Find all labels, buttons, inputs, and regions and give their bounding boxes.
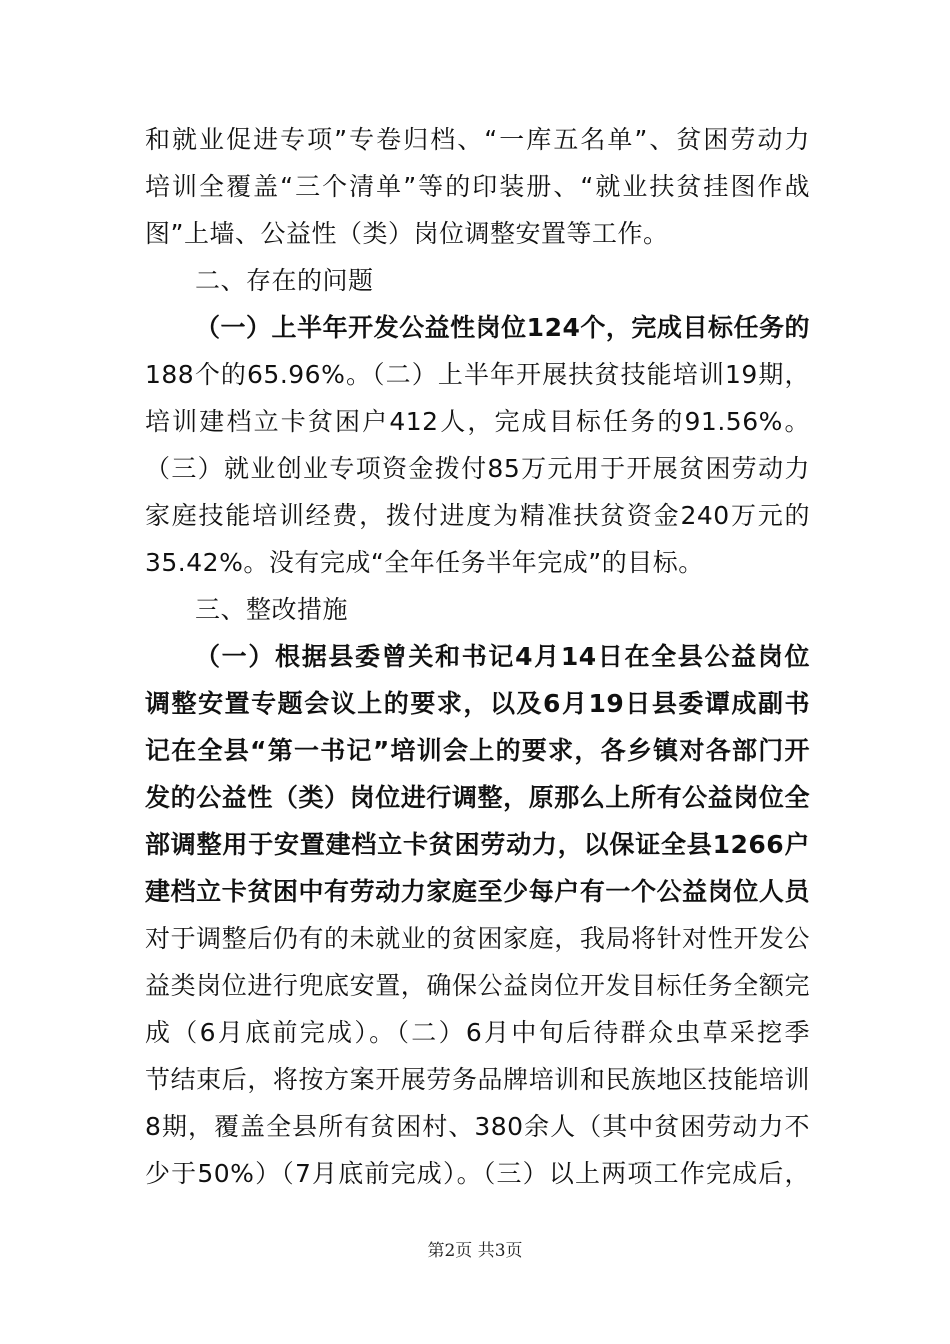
text-line: 8期，覆盖全县所有贫困村、380余人（其中贫困劳动力不 [145,1112,810,1141]
text-line: 调整安置专题会议上的要求，以及6月19日县委谭成副书 [145,689,810,718]
section-heading: 二、存在的问题 [195,266,374,295]
text-line: 培训建档立卡贫困户412人，完成目标任务的91.56%。 [145,407,810,436]
text-line: 成（6月底前完成）。（二）6月中旬后待群众虫草采挖季 [145,1018,810,1047]
text-line: 部调整用于安置建档立卡贫困劳动力，以保证全县1266户 [145,830,810,859]
text-line: 家庭技能培训经费，拨付进度为精准扶贫资金240万元的 [145,501,810,530]
text-line: 益类岗位进行兜底安置，确保公益岗位开发目标任务全额完 [145,971,810,1000]
text-line: 建档立卡贫困中有劳动力家庭至少每户有一个公益岗位人员 [145,877,810,906]
page-footer: 第2页 共3页 [427,1241,523,1261]
text-line: 培训全覆盖“三个清单”等的印装册、“就业扶贫挂图作战 [145,172,810,201]
text-line: 节结束后，将按方案开展劳务品牌培训和民族地区技能培训 [145,1065,810,1094]
text-line: 188个的65.96%。（二）上半年开展扶贫技能培训19期， [145,360,810,389]
text-line: （一）上半年开发公益性岗位124个，完成目标任务的 [195,313,810,342]
text-line: 少于50%）（7月底前完成）。（三）以上两项工作完成后， [145,1159,810,1188]
section-heading: 三、整改措施 [195,595,349,624]
text-line: 发的公益性（类）岗位进行调整，原那么上所有公益岗位全 [145,783,810,812]
text-line: 和就业促进专项”专卷归档、“一库五名单”、贫困劳动力 [145,125,810,154]
text-line: 35.42%。没有完成“全年任务半年完成”的目标。 [145,548,704,577]
text-line: （三）就业创业专项资金拨付85万元用于开展贫困劳动力 [145,454,810,483]
text-line: 记在全县“第一书记”培训会上的要求，各乡镇对各部门开 [145,736,810,765]
text-line: （一）根据县委曾关和书记4月14日在全县公益岗位 [195,642,810,671]
text-line: 对于调整后仍有的未就业的贫困家庭，我局将针对性开发公 [145,924,810,953]
text-line: 图”上墙、公益性（类）岗位调整安置等工作。 [145,219,669,248]
